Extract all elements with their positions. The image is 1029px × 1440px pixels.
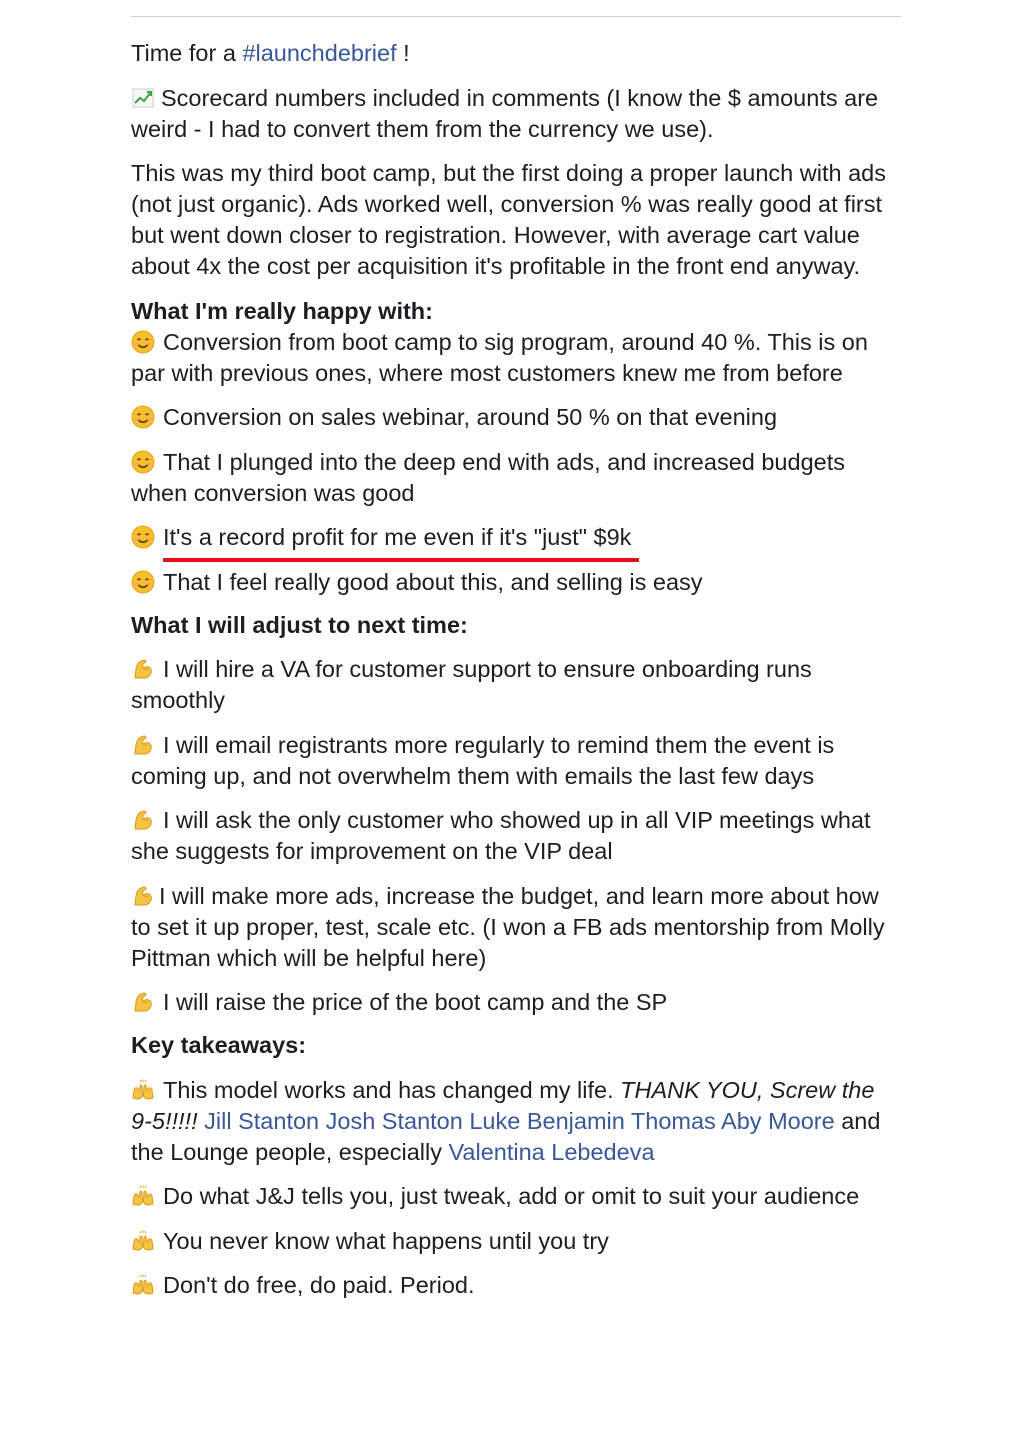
- adjust-item: I will make more ads, increase the budget, and learn more about how to set it up proper, test, scale etc. (I won a FB ads mentorship from Molly Pittman which will be helpful here): [131, 882, 885, 971]
- takeaways-heading: Key takeaways:: [131, 1032, 307, 1058]
- smiling-face-icon: [131, 405, 155, 429]
- body-paragraph: This was my third boot camp, but the first doing a proper launch with ads (not just organic). Ads worked well, conversion % was really good at first but went down closer to registration. However, with average cart value about 4x the cost per acquisition it's profitable in the front end anyway.: [131, 160, 886, 279]
- smiling-face-icon: [131, 570, 155, 594]
- intro-line: Time for a #launchdebrief !: [131, 40, 410, 66]
- mention-jill-stanton[interactable]: Jill Stanton: [204, 1107, 320, 1134]
- raising-hands-icon: [131, 1078, 155, 1102]
- smiling-face-icon: [131, 330, 155, 354]
- mention-valentina-lebedeva[interactable]: Valentina Lebedeva: [448, 1138, 655, 1165]
- adjust-heading: What I will adjust to next time:: [131, 611, 468, 638]
- happy-heading: What I'm really happy with:: [131, 297, 433, 324]
- mention-josh-stanton[interactable]: Josh Stanton: [325, 1107, 463, 1134]
- flexed-biceps-icon: [131, 990, 155, 1014]
- mention-aby-moore[interactable]: Aby Moore: [721, 1107, 835, 1134]
- smiling-face-icon: [131, 525, 155, 549]
- record-profit-text: It's a record profit for me even if it's "just" $9k: [163, 522, 631, 553]
- happy-item-highlighted: [131, 522, 901, 553]
- raising-hands-icon: [131, 1229, 155, 1253]
- flexed-biceps-icon: [131, 808, 155, 832]
- flexed-biceps-icon: [131, 657, 155, 681]
- scorecard-line: Scorecard numbers included in comments (I know the $ amounts are weird - I had to convert them from the currency we use).: [131, 84, 879, 142]
- adjust-item: I will email registrants more regularly to remind them the event is coming up, and not overwhelm them with emails the last few days: [131, 731, 835, 789]
- red-underline-annotation: [163, 558, 639, 562]
- top-divider: [131, 16, 901, 17]
- takeaway-item: This model works and has changed my life. THANK YOU, Screw the 9-5!!!!! Jill Stanton Josh Stanton Luke Benjamin Thomas Aby Moore and the Lounge people, especially Valentina Lebedeva: [131, 1076, 881, 1165]
- raising-hands-icon: [131, 1273, 155, 1297]
- post-body: [131, 38, 901, 1315]
- happy-item: That I plunged into the deep end with ads, and increased budgets when conversion was good: [131, 448, 845, 506]
- raising-hands-icon: [131, 1184, 155, 1208]
- happy-item: That I feel really good about this, and selling is easy: [131, 567, 901, 598]
- hashtag-link[interactable]: #launchdebrief: [242, 40, 397, 66]
- flexed-biceps-icon: [131, 884, 155, 908]
- smiling-face-icon: [131, 450, 155, 474]
- chart-increasing-icon: [131, 86, 155, 110]
- mention-luke-benjamin-thomas[interactable]: Luke Benjamin Thomas: [469, 1107, 716, 1134]
- takeaway-item: Do what J&J tells you, just tweak, add or omit to suit your audience: [131, 1181, 901, 1212]
- adjust-item: I will hire a VA for customer support to ensure onboarding runs smoothly: [131, 656, 812, 713]
- flexed-biceps-icon: [131, 733, 155, 757]
- takeaway-item: Don't do free, do paid. Period.: [131, 1270, 901, 1301]
- happy-item: Conversion from boot camp to sig program, around 40 %. This is on par with previous ones, where most customers knew me from before: [131, 328, 868, 386]
- takeaway-item: You never know what happens until you try: [131, 1226, 901, 1257]
- happy-item: Conversion on sales webinar, around 50 % on that evening: [131, 402, 901, 433]
- adjust-item: I will raise the price of the boot camp and the SP: [131, 987, 901, 1018]
- adjust-item: I will ask the only customer who showed up in all VIP meetings what she suggests for improvement on the VIP deal: [131, 807, 871, 864]
